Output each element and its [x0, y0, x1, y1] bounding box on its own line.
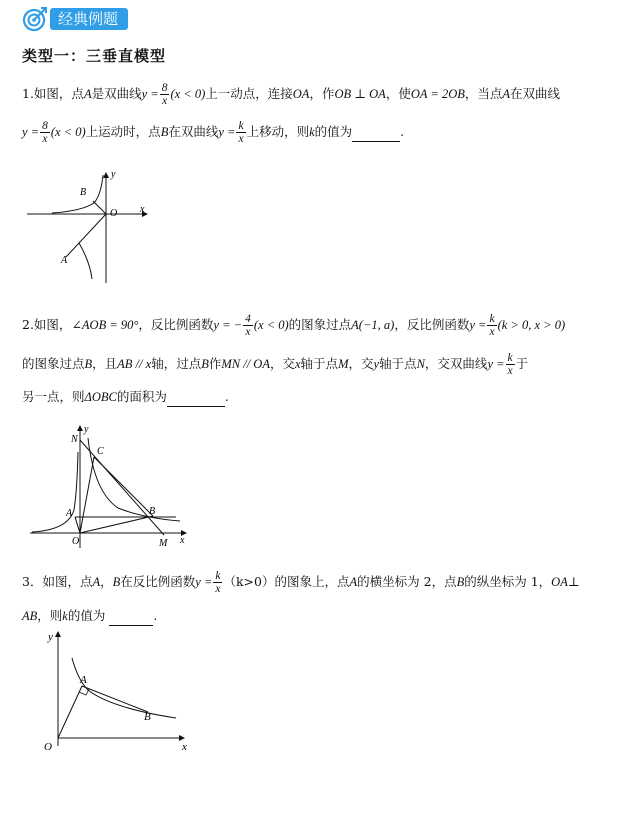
q2-figure: [28, 422, 193, 550]
label-a: A: [61, 255, 68, 266]
q2-line-3: 另一点，则ΔOBC的面积为 .: [22, 388, 229, 407]
label-a: A: [66, 508, 73, 519]
answer-blank: [352, 123, 400, 142]
hyperbola-left: [32, 452, 78, 532]
q1-line-1: 1.如图，点A是双曲线y = $\frac{8}{x}$ (x < 0)上一动点，连接OA，作OB ⊥ OA，使OA = 2OB，当点A在双曲线: [22, 82, 561, 107]
line-mn: [80, 440, 164, 535]
label-x: x: [182, 741, 187, 753]
fraction: $\frac{k}{x}$: [215, 570, 221, 595]
label-y: y: [84, 424, 89, 435]
fraction: $\frac{k}{x}$: [238, 120, 244, 145]
fraction: $\frac{k}{x}$: [507, 352, 513, 377]
answer-blank: [109, 607, 153, 626]
segment-ab: [82, 686, 148, 712]
example-header: [22, 6, 128, 32]
label-n: N: [71, 434, 78, 445]
label-x: x: [180, 535, 185, 546]
segment-oa: [58, 686, 82, 738]
q3-line-1: 3．如图，点A，B在反比例函数y = $\frac{k}{x}$ （k>0）的图象上，点A的横坐标为 2，点B的纵坐标为 1，OA⊥: [22, 570, 580, 595]
label-o: O: [72, 536, 80, 547]
q2-line-1: 2.如图，∠AOB = 90°，反比例函数y = − $\frac{4}{x}$ (x < 0)的图象过点A(−1, a)，反比例函数y = $\frac{k}{x}$ (k > 0, x > 0): [22, 313, 566, 338]
label-b: B: [80, 187, 87, 198]
label-o: O: [110, 208, 118, 219]
segment-oc: [80, 457, 94, 533]
segment-ob: [93, 201, 106, 214]
label-m: M: [159, 538, 168, 549]
segment-cb: [94, 457, 156, 517]
label-b: B: [149, 506, 156, 517]
badge-label: 经典例题: [50, 8, 128, 30]
fraction: $\frac{4}{x}$: [245, 313, 251, 338]
label-b: B: [144, 711, 151, 723]
answer-blank: [167, 388, 225, 407]
label-y: y: [48, 631, 53, 643]
label-c: C: [97, 446, 104, 457]
q2-line-2: 的图象过点B，且AB // x轴，过点B作MN // OA，交x轴于点M，交y轴于点N，交双曲线y = $\frac{k}{x}$ 于: [22, 352, 529, 377]
q3-line-2: AB，则k的值为 .: [22, 607, 157, 626]
segment-oa: [66, 214, 106, 257]
section-title: 类型一：三垂直模型: [22, 47, 167, 65]
label-o: O: [44, 741, 52, 753]
hyperbola-upper: [52, 175, 103, 213]
q1-line-2: y = $\frac{8}{x}$ (x < 0)上运动时，点B在双曲线y = $\frac{k}{x}$ 上移动，则k的值为 .: [22, 120, 405, 145]
target-icon: [22, 6, 48, 32]
fraction: $\frac{8}{x}$: [161, 82, 168, 107]
fraction: $\frac{k}{x}$: [489, 313, 495, 338]
fraction: $\frac{8}{x}$: [42, 120, 48, 145]
label-x: x: [140, 204, 145, 215]
segment-ob: [80, 516, 153, 533]
q1-figure: [22, 165, 162, 285]
label-y: y: [111, 169, 116, 180]
hyperbola-lower: [79, 243, 92, 279]
q3-figure: [36, 628, 196, 756]
segment-oa: [75, 517, 80, 533]
label-a: A: [80, 674, 87, 686]
